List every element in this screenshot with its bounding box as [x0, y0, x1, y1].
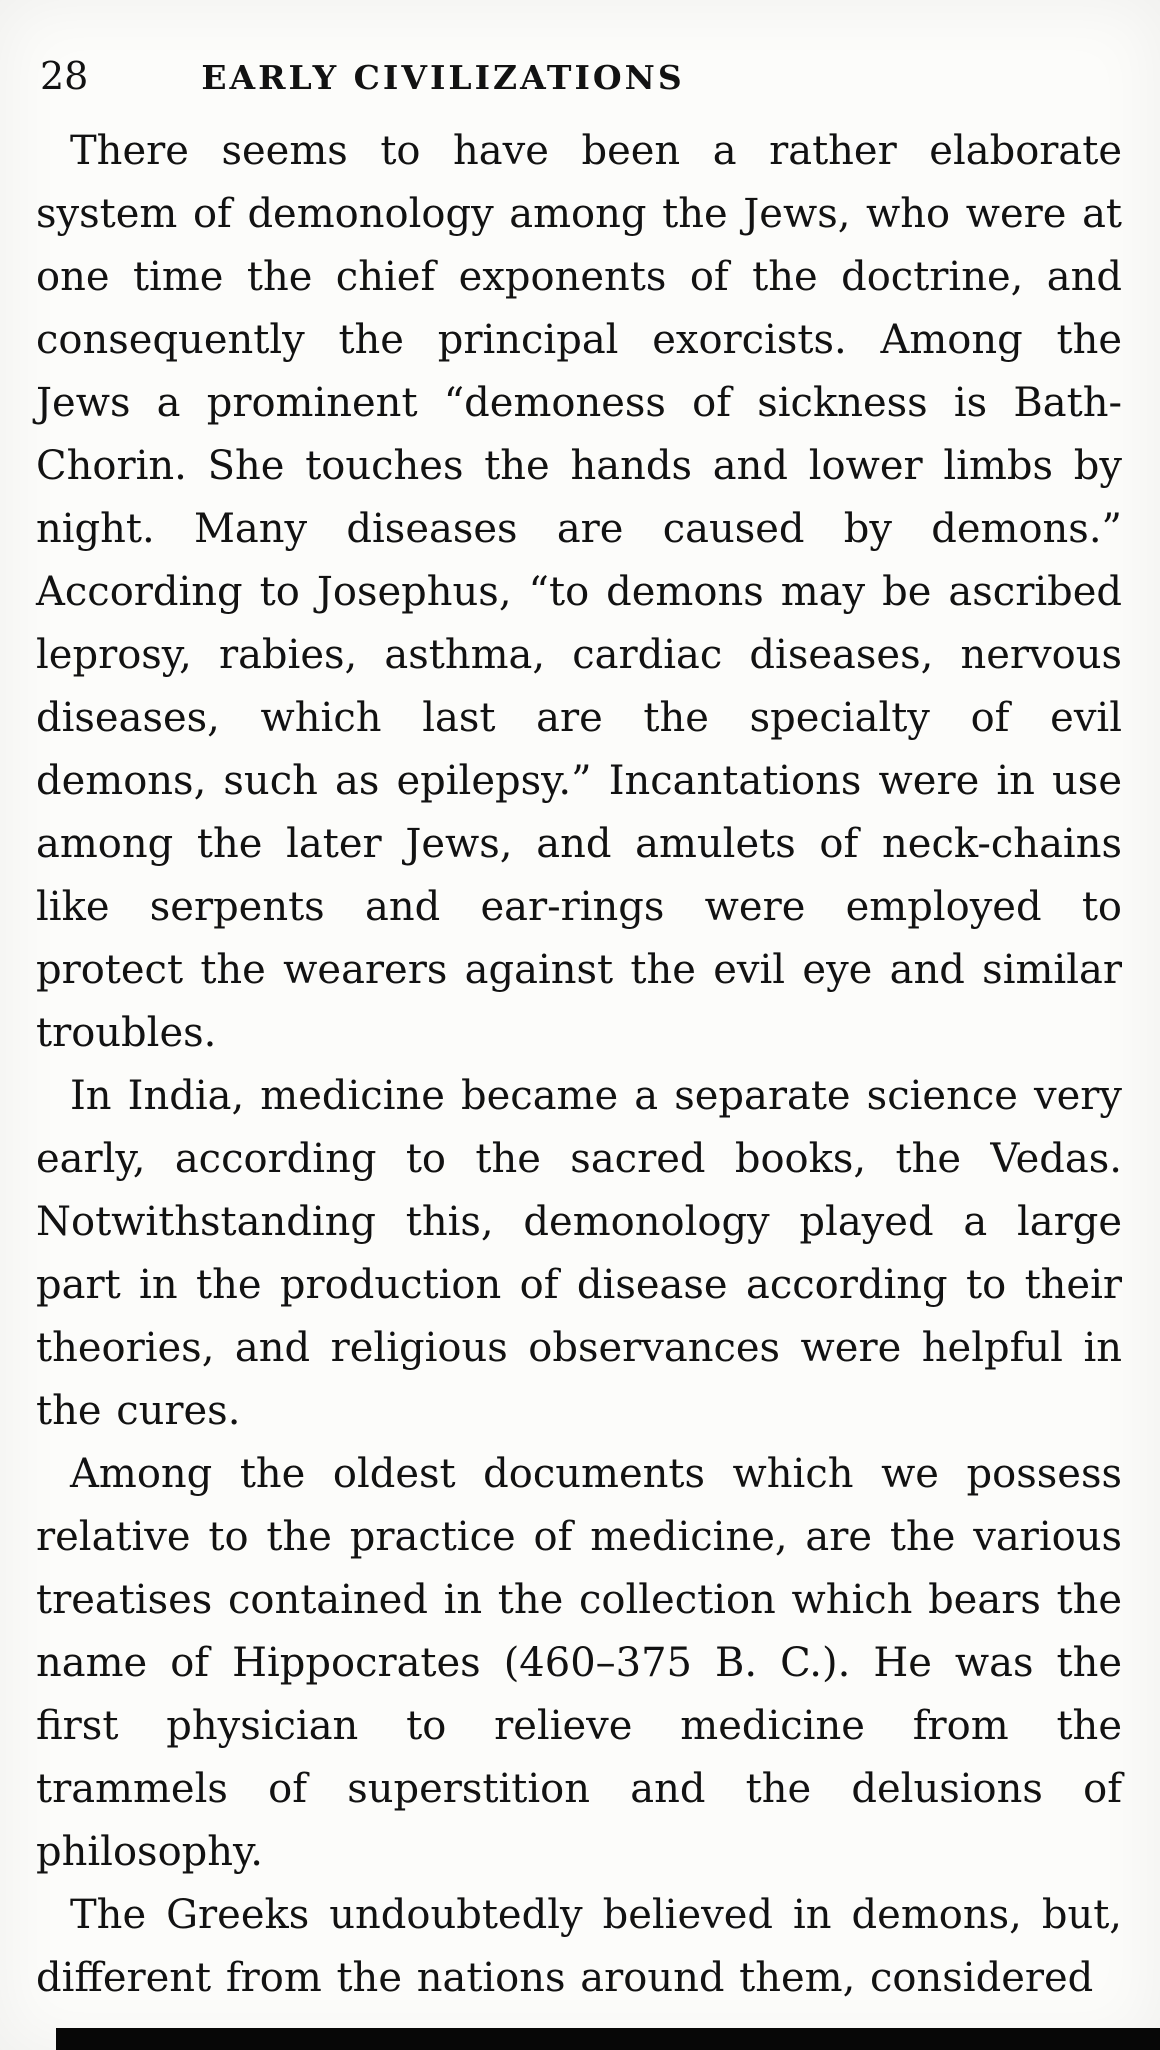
page-number: 28 [40, 54, 89, 98]
paragraph-4: The Greeks undoubtedly believed in demons, but, different from the nations around them, considered [36, 1892, 1122, 2001]
paragraph-1: There seems to have been a rather elaborate system of demonology among the Jews, who were at one time the chief exponents of the doctrine, and consequently the principal exorcists. Among the Jews a prominent “demoness of sickness is Bath-Chorin. She touches the hands and lower limbs by night. Many diseases are caused by demons.” According to Josephus, “to demons may be ascribed leprosy, rabies, asthma, cardiac diseases, nervous diseases, which last are the specialty of evil demons, such as epilepsy.” Incantations were in use among the later Jews, and amulets of neck-chains like serpents and ear-rings were employed to protect the wearers against the evil eye and similar troubles. [36, 128, 1122, 1056]
paragraph-2: In India, medicine became a separate science very early, according to the sacred books, the Vedas. Notwithstanding this, demonology played a large part in the production of disease according to their theories, and religious observances were helpful in the cures. [36, 1073, 1122, 1434]
running-title: EARLY CIVILIZATIONS [201, 58, 685, 97]
paragraph-3: Among the oldest documents which we possess relative to the practice of medicine, are the various treatises contained in the collection which bears the name of Hippocrates (460–375 B. C.). He was the first physician to relieve medicine from the trammels of superstition and the delusions of philosophy. [36, 1451, 1122, 1875]
page-body [36, 120, 1122, 2010]
page-header [0, 52, 1160, 100]
scan-edge-artifact [56, 2028, 1160, 2050]
